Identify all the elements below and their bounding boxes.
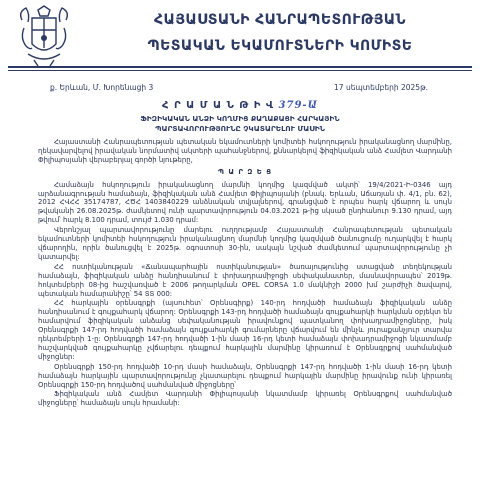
subject-line-2: ՊԱՐՏԱՎՈՐՈՒԹՅՈՒՆԸ ՉԿԱՏԱՐԵԼՈՒ ՄԱՍԻՆ [155, 123, 325, 133]
order-number: 379-Ա [278, 100, 318, 111]
paragraph-5: Օրենսգրքի 150-րդ հոդվածի 10-րդ մասի համաձայն, Օրենսգրքի 147-րդ հոդվածի 1-ին մասի 16-րդ կետի համաձայն հարկային պարտավորությունը չկատարելու դեպքում հարկային մարմինը իրավունք ունի կիրառել Օրենսգրքի 150-րդ հոդվածով սահմանված միջոցները՝ [38, 362, 452, 389]
order-title [0, 100, 480, 111]
header-divider [8, 66, 472, 68]
document-city: ք. Երևան, Մ. Խորենացի 3 [50, 83, 154, 92]
document-date: 17 սեպտեմբերի 2025թ. [334, 83, 428, 92]
paragraph-6: Ֆիզիկական անձ Համլետ Վարդանի Փիլիպոսյանի նկատմամբ կիրառել Օրենսգրքով սահմանված միջոցները՝ համաձայն սույն հրամանի: [38, 390, 452, 408]
header-country: ՀԱՅԱՍՏԱՆԻ ՀԱՆՐԱՊԵՏՈՒԹՅԱՆ [154, 12, 406, 28]
order-subject [70, 114, 410, 133]
paragraph-1: Համաձայն հսկողություն իրականացնող մարմնի կողմից կազմված ակտի՝ 19/4/2021-Ի-0346 այդ արձանագրության համաձայն, ֆիզիկական անձ Համլետ Փիլիպոսյանի (բնակ. Երևան, Աճառյան փ. 4/1, բն. 62), 2012 ՀՎՀՀ 35174787, ՀԾՀ 1403840229 անձնական տվյալներով, գրանցված է որպես հարկ վճարող և սույն թվականի 26.08.2025թ. ժամկետով ունի պարտավորություն 04.03.2021 թ-ից սկսած ընդհանուր 9.130 դրամ, այդ թվում՝ հարկ 8.100 դրամ, տույժ 1.030 դրամ: [38, 180, 452, 225]
header-divider-thin [8, 70, 472, 71]
order-body [38, 138, 452, 408]
section-heading: Պ Ա Ր Զ Ե Ց [217, 167, 273, 176]
paragraph-3: ՀՀ ոստիկանության «Ճանապարհային ոստիկանության» ծառայությունից ստացված տեղեկության համաձայն, ֆիզիկական անձը հանդիսանում է փոխադրամիջոցի սեփականատեր, մասնավորապես՝ 2019թ. հոկտեմբերի 08-ից հաշվառված է 2006 թողարկման OPEL CORSA 1.0 մակնիշի 2000 խմ շարժիչի ծավալով, պետական համարանիշը՝ 54 ՏՏ 000: [38, 262, 452, 298]
intro-paragraph: Հայաստանի Հանրապետության պետական եկամուտների կոմիտեի հսկողություն իրականացնող մարմինը, ղեկավարվելով իրավական նորմատիվ ակտերի պահանջներով, քննարկելով ֆիզիկական անձ Համլետ Վարդանի Փիլիպոսյանի վերաբերյալ գործի նյութերը, [38, 138, 452, 164]
coat-of-arms-emblem [14, 4, 74, 70]
agency-header [110, 10, 450, 56]
order-label: Հ Ր Ա Մ Ա Ն Թ Ի Վ [161, 100, 275, 111]
subject-line-1: ՖԻԶԻԿԱԿԱՆ ԱՆՁԻ ԿՈՂՄԻՑ ՔԱՂԱՔԱՑԻ ՀԱՐԿԱՅԻՆ [140, 114, 340, 123]
paragraph-4: ՀՀ հարկային օրենսգրքի (այսուհետ՝ Օրենսգիրք) 140-րդ հոդվածի համաձայն ֆիզիկական անձը հանդիսանում է գույքահարկ վճարող: Օրենսգրքի 143-րդ հոդվածի համաձայն գույքահարկի հարկման օբյեկտ են համարվում ֆիզիկական անձանց սեփականության իրավունքով պատկանող փոխադրամիջոցները, իսկ Օրենսգրքի 147-րդ հոդվածի համաձայն գույքահարկի գումարները վճարվում են մինչև յուրաքանչյուր տարվա դեկտեմբերի 1-ը: Օրենսգրքի 147-րդ հոդվածի 1-ին մասի 16-րդ կետի համաձայն փոխադրամիջոցի նկատմամբ հաշվարկված գույքահարկը չվճարելու դեպքում հարկային մարմինը կիրառում է Օրենսգրքով սահմանված միջոցներ: [38, 299, 452, 361]
header-agency: ՊԵՏԱԿԱՆ ԵԿԱՄՈՒՏՆԵՐԻ ԿՈՄԻՏԵ [147, 38, 413, 54]
paragraph-2: Վերոնշյալ պարտավորությունը մարելու ուղղությամբ Հայաստանի Հանրապետության պետական եկամուտների կոմիտեի հսկողություն իրականացնող մարմնի կողմից կազմված ծանուցումը ուղարկվել է հարկ վճարողին, որին ծանուցվել է 2025թ. օգոստոսի 30-ին, սակայն նշված ժամկետում պարտավորությունը չի կատարվել: [38, 226, 452, 261]
